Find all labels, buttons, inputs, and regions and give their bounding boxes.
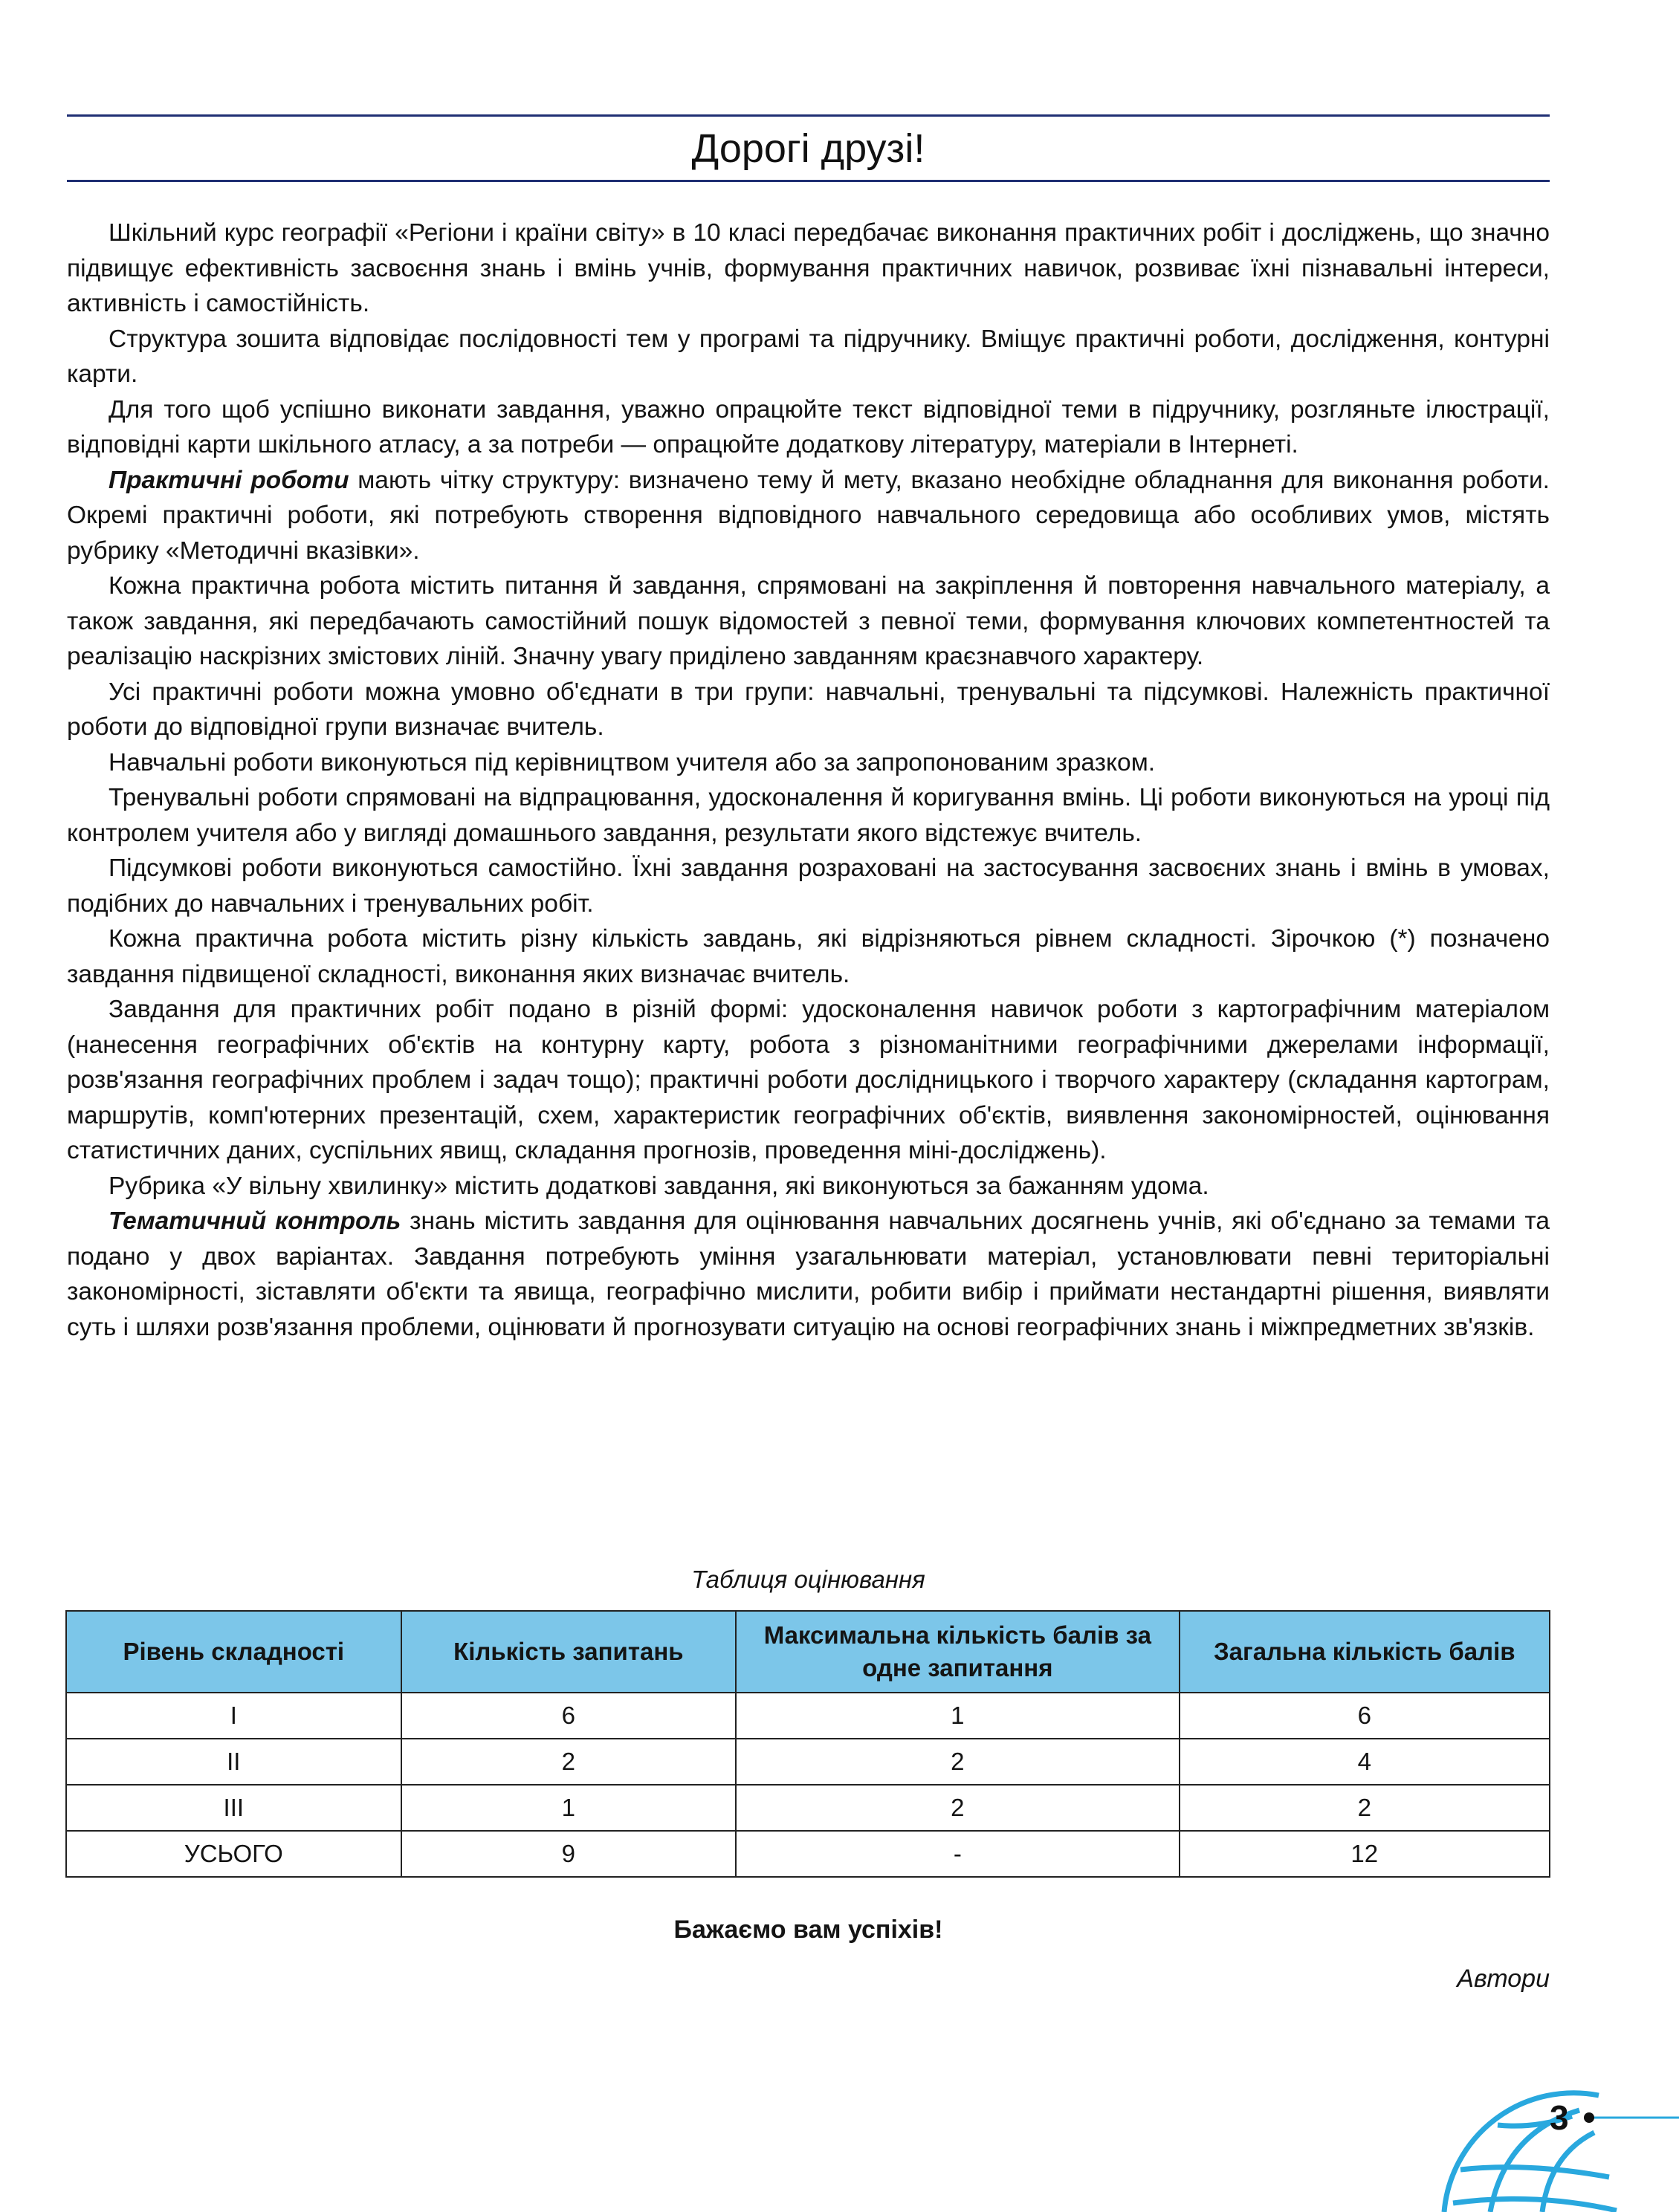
paragraph: Практичні роботи мають чітку структуру: визначено тему й мету, вказано необхідне обладнання для виконання роботи. Окремі практичні роботи, які потребують створення відповідного навчального середовища або особливих умов, містять рубрику «Методичні вказівки». [67, 466, 1550, 565]
paragraph: Підсумкові роботи виконуються самостійно. Їхні завдання розраховані на застосування засвоєних знань і вмінь в умовах, подібних до навчальних і тренувальних робіт. [67, 854, 1550, 918]
globe-icon [1444, 2093, 1617, 2212]
table-cell: 1 [736, 1693, 1179, 1739]
table-cell: 4 [1180, 1739, 1550, 1785]
paragraph: Усі практичні роботи можна умовно об'єднати в три групи: навчальні, тренувальні та підсумкові. Належність практичної роботи до відповідної групи визначає вчитель. [67, 678, 1550, 741]
paragraph: Структура зошита відповідає послідовності тем у програмі та підручнику. Вміщує практичні роботи, дослідження, контурні карти. [67, 325, 1550, 388]
table-cell: II [66, 1739, 401, 1785]
emphasis: Практичні роботи [109, 466, 349, 494]
emphasis: Тематичний контроль [109, 1207, 401, 1235]
table-cell: 1 [401, 1785, 737, 1831]
table-cell: 2 [736, 1785, 1179, 1831]
paragraph: Завдання для практичних робіт подано в різній формі: удосконалення навичок роботи з картографічним матеріалом (нанесення географічних об'єктів на контурну карту, робота з різноманітними географічними джерелами інформації, розв'язання географічних проблем і задач тощо); практичні роботи дослідницького і творчого характеру (складання картограм, маршрутів, комп'ютерних презентацій, схем, характеристик географічних об'єктів, виявлення закономірностей, оцінювання статистичних даних, суспільних явищ, складання прогнозів, проведення міні-досліджень). [67, 996, 1550, 1164]
table-cell: 9 [401, 1831, 737, 1877]
paragraph: Кожна практична робота містить питання й завдання, спрямовані на закріплення й повторення навчального матеріалу, а також завдання, які передбачають самостійний пошук відомостей з певної теми, формування ключових компетентностей та реалізацію наскрізних змістових ліній. Значну увагу приділено завданням краєзнавчого характеру. [67, 572, 1550, 670]
table-row [66, 1785, 1550, 1831]
column-header: Кількість запитань [401, 1611, 737, 1693]
table-cell: 6 [401, 1693, 737, 1739]
column-header: Загальна кількість балів [1180, 1611, 1550, 1693]
table-row [66, 1693, 1550, 1739]
grading-table [65, 1610, 1550, 1878]
page-number-globe [1431, 2080, 1679, 2212]
paragraph: Для того щоб успішно виконати завдання, уважно опрацюйте текст відповідної теми в підручнику, розгляньте ілюстрації, відповідні карти шкільного атласу, а за потреби — опрацюйте додаткову літературу, матеріали в Інтернеті. [67, 395, 1550, 458]
table-header-row [66, 1611, 1550, 1693]
table-cell: 12 [1180, 1831, 1550, 1877]
table-cell: - [736, 1831, 1179, 1877]
table-row [66, 1739, 1550, 1785]
table-row [66, 1831, 1550, 1877]
page-number: 3 [1550, 2098, 1569, 2137]
intro-text [67, 215, 1550, 1345]
top-rule [67, 114, 1550, 117]
paragraph: Навчальні роботи виконуються під керівництвом учителя або за запропонованим зразком. [109, 748, 1156, 776]
signature: Автори [1457, 1965, 1550, 1993]
table-cell: 2 [736, 1739, 1179, 1785]
column-header: Рівень складності [66, 1611, 401, 1693]
paragraph: Кожна практична робота містить різну кількість завдань, які відрізняються рівнем складності. Зірочкою (*) позначено завдання підвищеної складності, виконання яких визначає вчитель. [67, 925, 1550, 988]
closing-wish: Бажаємо вам успіхів! [673, 1916, 943, 1944]
table-cell: УСЬОГО [66, 1831, 401, 1877]
paragraph: Тематичний контроль знань містить завдання для оцінювання навчальних досягнень учнів, які об'єднано за темами та подано у двох варіантах. Завдання потребують уміння узагальнювати матеріал, установлювати певні територіальні закономірності, зіставляти об'єкти та явища, географічно мислити, робити вибір і приймати нестандартні рішення, виявляти суть і шляхи розв'язання проблеми, оцінювати й прогнозувати ситуацію на основі географічних знань і міжпредметних зв'язків. [67, 1207, 1550, 1341]
table-cell: III [66, 1785, 401, 1831]
paragraph: Шкільний курс географії «Регіони і країни світу» в 10 класі передбачає виконання практичних робіт і досліджень, що значно підвищує ефективність засвоєння знань і вмінь учнів, формування практичних навичок, розвиває їхні пізнавальні інтереси, активність і самостійність. [67, 219, 1550, 317]
paragraph: Рубрика «У вільну хвилинку» містить додаткові завдання, які виконуються за бажанням удома. [109, 1172, 1209, 1200]
page-title: Дорогі друзі! [691, 126, 925, 171]
table-cell: 2 [401, 1739, 737, 1785]
table-caption: Таблиця оцінювання [691, 1566, 925, 1593]
table-cell: 2 [1180, 1785, 1550, 1831]
paragraph: Тренувальні роботи спрямовані на відпрацювання, удосконалення й коригування вмінь. Ці роботи виконуються на уроці під контролем учителя або у вигляді домашнього завдання, результати якого відстежує вчитель. [67, 784, 1550, 847]
table-cell: I [66, 1693, 401, 1739]
page-number-dot [1584, 2112, 1594, 2123]
table-cell: 6 [1180, 1693, 1550, 1739]
title-underline [67, 180, 1550, 182]
column-header: Максимальна кількість балів за одне запитання [736, 1611, 1179, 1693]
